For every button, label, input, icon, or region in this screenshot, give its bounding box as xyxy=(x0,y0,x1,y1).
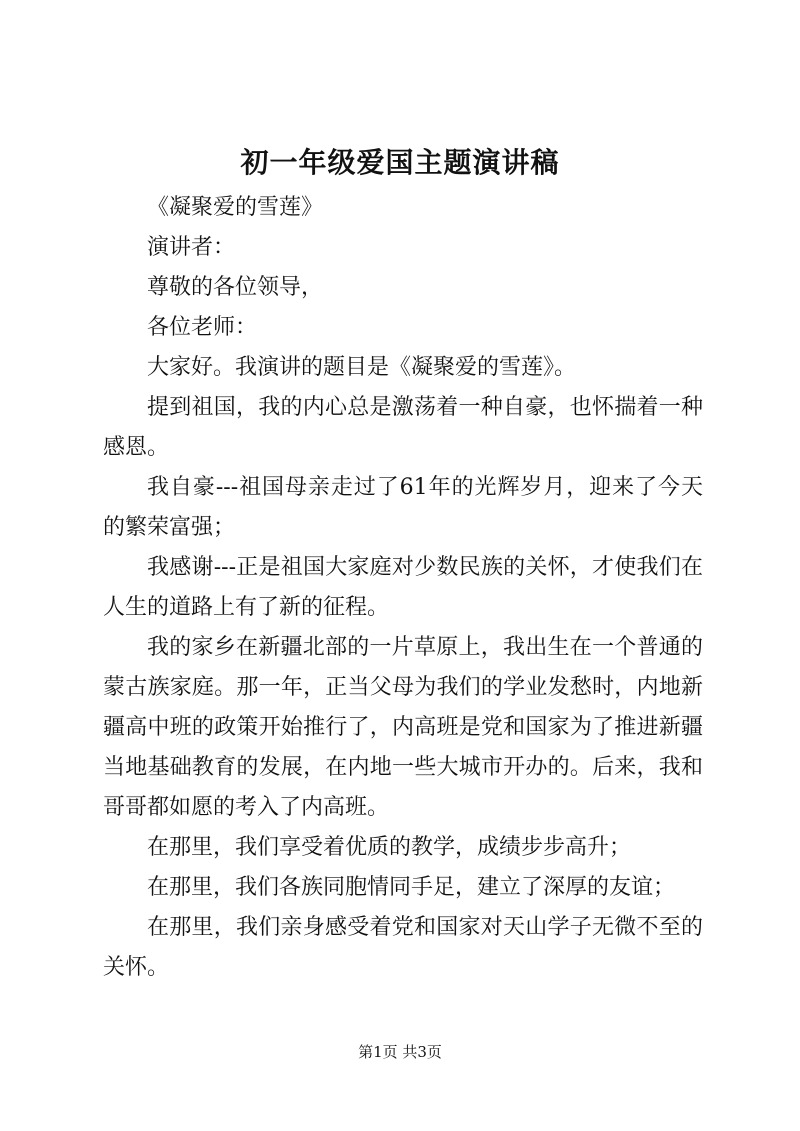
paragraph-speaker: 演讲者： xyxy=(147,235,236,260)
paragraph-speech-title: 《凝聚爱的雪莲》 xyxy=(147,195,324,220)
paragraph-pride: 我自豪---祖国母亲走过了61年的光辉岁月，迎来了今天的繁荣富强； xyxy=(103,475,703,540)
paragraph-thanks: 我感谢---正是祖国大家庭对少数民族的关怀，才使我们在人生的道路上有了新的征程。 xyxy=(103,555,703,620)
paragraph-greeting-teachers: 各位老师： xyxy=(147,315,258,340)
paragraph-greeting-leaders: 尊敬的各位领导， xyxy=(147,275,324,300)
paragraph-hometown: 我的家乡在新疆北部的一片草原上，我出生在一个普通的蒙古族家庭。那一年，正当父母为我们的学业发愁时，内地新疆高中班的政策开始推行了，内高班是党和国家为了推进新疆当地基础教育的发展，在内地一些大城市开办的。后来，我和哥哥都如愿的考入了内高班。 xyxy=(103,635,703,820)
paragraph-there-friendship: 在那里，我们各族同胞情同手足，建立了深厚的友谊； xyxy=(147,875,676,900)
document-body xyxy=(103,188,703,988)
page-footer: 第1页 共3页 xyxy=(358,1043,442,1061)
paragraph-introduction: 大家好。我演讲的题目是《凝聚爱的雪莲》。 xyxy=(147,355,577,380)
paragraph-there-teaching: 在那里，我们享受着优质的教学，成绩步步高升； xyxy=(147,835,632,860)
paragraph-pride-gratitude: 提到祖国，我的内心总是激荡着一种自豪，也怀揣着一种感恩。 xyxy=(103,395,703,460)
page-title: 初一年级爱国主题演讲稿 xyxy=(240,146,560,179)
paragraph-there-care: 在那里，我们亲身感受着党和国家对天山学子无微不至的关怀。 xyxy=(103,915,703,980)
